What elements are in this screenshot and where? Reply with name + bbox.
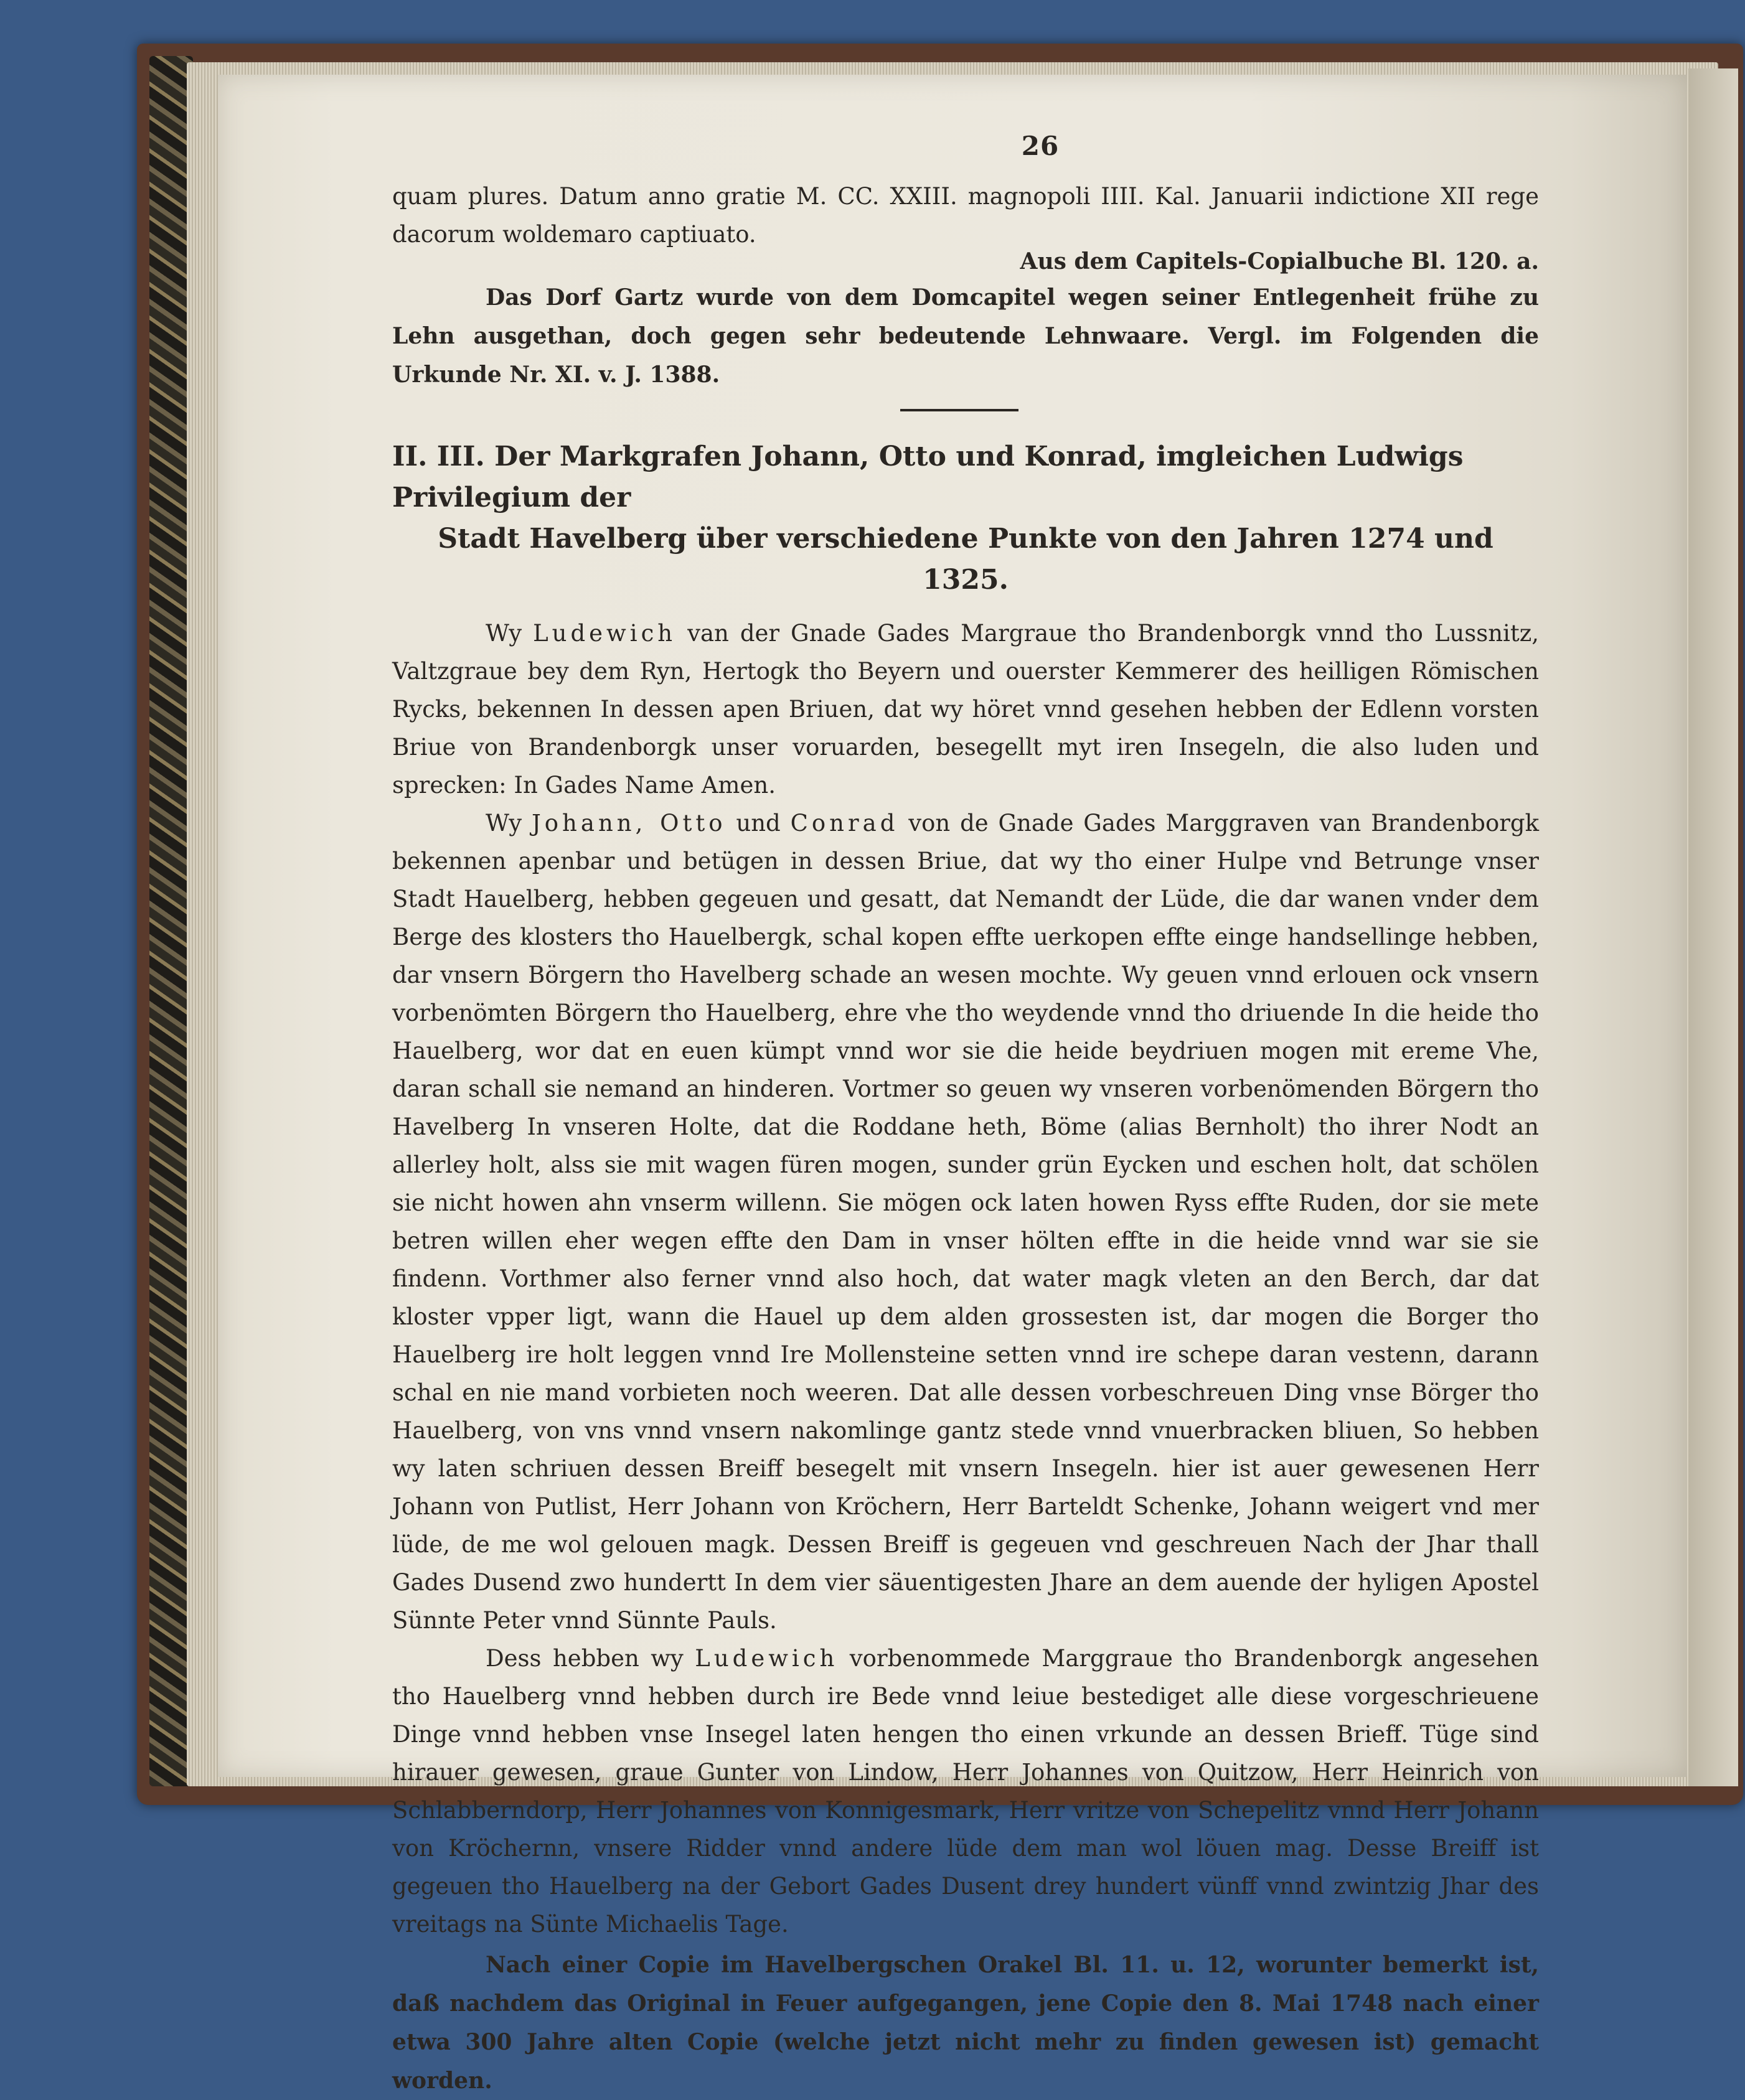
heading-line-1: II. III. Der Markgrafen Johann, Otto und Konrad, imgleichen Ludwigs Privilegium der — [392, 441, 1464, 513]
p3-text: vorbenommede Marggraue tho Brandenborgk angesehen tho Hauelberg vnnd hebben durch ire Bede vnnd leiue bestediget alle diese vorgeschrieuene Dinge vnnd hebben vnse Insegel laten hengen tho einen vrkunde an dessen Brieff. Tüge sind hirauer gewesen, graue Gunter von Lindow, Herr Johannes von Quitzow, Herr Heinrich von Schlabberndorp, Herr Johannes von Konnigesmark, Herr vritze von Schepelitz vnnd Herr Johann von Kröchernn, vnsere Ridder vnnd andere lüde dem man wol löuen mag. Desse Breiff ist gegeuen tho Hauelberg na der Gebort Gades Dusent drey hundert vünff vnnd zwintzig Jhar des vreitags na Sünte Michaelis Tage. — [392, 1645, 1539, 1938]
page-text — [392, 131, 1539, 2100]
charter-paragraph-2 — [392, 804, 1539, 1639]
intro-paragraph: quam plures. Datum anno gratie M. CC. XXIII. magnopoli IIII. Kal. Januarii indictione XII rege dacorum woldemaro captiuato. — [392, 183, 1539, 248]
p2-name3: Conrad — [790, 810, 899, 837]
page-number: 26 — [1021, 131, 1060, 161]
p2-und: und — [736, 810, 781, 837]
p2-names: Johann, Otto — [531, 810, 727, 837]
editor-note: Das Dorf Gartz wurde von dem Domcapitel wegen seiner Entlegenheit frühe zu Lehn ausgethan, doch gegen sehr bedeutende Lehnwaare. Vergl. im Folgenden die Urkunde Nr. XI. v. J. 1388. — [392, 284, 1539, 388]
p3-name: Ludewich — [695, 1645, 839, 1672]
intro-source: Aus dem Capitels-Copialbuche Bl. 120. a. — [1020, 248, 1539, 274]
charter-paragraph-1 — [392, 614, 1539, 804]
charter-paragraph-3 — [392, 1639, 1539, 1943]
facing-page-edge — [1688, 68, 1738, 1786]
section-divider — [900, 409, 1018, 411]
p1-text: van der Gnade Gades Margraue tho Brandenborgk vnnd tho Lussnitz, Valtzgraue bey dem Ryn, Hertogk tho Beyern und ouerster Kemmerer des heilligen Römischen Rycks, bekennen In dessen apen Briuen, dat wy höret vnnd gesehen hebben der Edlenn vorsten Briue von Brandenborgk unser voruarden, besegellt myt iren Insegeln, die also luden und sprecken: In Gades Name Amen. — [392, 620, 1539, 799]
p1-lead: Wy — [486, 620, 522, 647]
p2-text: von de Gnade Gades Marggraven van Brandenborgk bekennen apenbar und betügen in dessen Briue, dat wy tho einer Hulpe vnd Betrunge vnser Stadt Hauelberg, hebben gegeuen und gesatt, dat Nemandt der Lüde, die dar wanen vnder dem Berge des klosters tho Hauelbergk, schal kopen effte uerkopen effte einge handsellinge hebben, dar vnsern Börgern tho Havelberg schade an wesen mochte. Wy geuen vnnd erlouen ock vnsern vorbenömten Börgern tho Hauelberg, ehre vhe tho weydende vnnd tho driuende In die heide tho Hauelberg, wor dat en euen kümpt vnnd wor sie die heide beydriuen mogen mit ereme Vhe, daran schall sie nemand an hinderen. Vortmer so geuen wy vnseren vorbenömenden Börgern tho Havelberg In vnseren Holte, dat die Roddane heth, Böme (alias Bernholt) tho ihrer Nodt an allerley holt, alss sie mit wagen füren mogen, sunder grün Eycken und eschen holt, dat schölen sie nicht howen ahn vnserm willenn. Sie mögen ock laten howen Ryss effte Ruden, dor sie mete betren willen eher wegen effte den Dam in vnser hölten effte in die heide vnnd war sie sie findenn. Vorthmer also ferner vnnd also hoch, dat water magk vleten an den Berch, dar dat kloster vpper ligt, wann die Hauel up dem alden grossesten ist, dar mogen die Borger tho Hauelberg ire holt leggen vnnd Ire Mollensteine setten vnnd ire schepe daran vestenn, darann schal en nie mand vorbieten noch weeren. Dat alle dessen vorbeschreuen Ding vnse Börger tho Hauelberg, von vns vnnd vnsern nakomlinge gantz stede vnnd vnuerbracken bliuen, So hebben wy laten schriuen dessen Breiff besegelt mit vnsern Insegeln. hier ist auer gewesenen Herr Johann von Putlist, Herr Johann von Kröchern, Herr Barteldt Schenke, Johann weigert vnd mer lüde, de me wol gelouen magk. Dessen Breiff is gegeuen vnd geschreuen Nach der Jhar thall Gades Dusend zwo hundertt In dem vier säuentigesten Jhare an dem auende der hyligen Apostel Sünnte Peter vnnd Sünnte Pauls. — [392, 810, 1540, 1634]
p2-lead: Wy — [486, 810, 522, 837]
p3-lead: Dess hebben wy — [486, 1645, 684, 1672]
closing-note: Nach einer Copie im Havelbergschen Orakel Bl. 11. u. 12, worunter bemerkt ist, daß nachdem das Original in Feuer aufgegangen, jene Copie den 8. Mai 1748 nach einer etwa 300 Jahre alten Copie (welche jetzt nicht mehr zu finden gewesen ist) gemacht worden. — [392, 1952, 1539, 2094]
p1-name: Ludewich — [533, 620, 677, 647]
document-heading — [392, 436, 1539, 601]
heading-line-2: Stadt Havelberg über verschiedene Punkte von den Jahren 1274 und 1325. — [438, 523, 1493, 596]
